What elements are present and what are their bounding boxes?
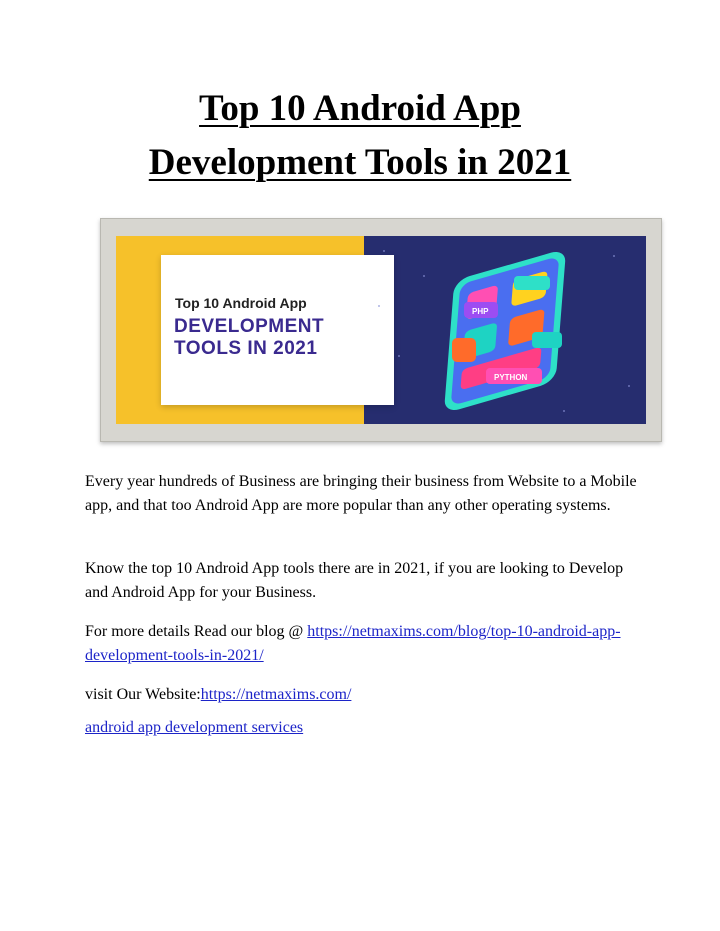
banner-image-frame xyxy=(100,218,662,442)
title-line-1: Top 10 Android App xyxy=(199,88,521,129)
page-title xyxy=(0,82,720,190)
paragraph-intro: Every year hundreds of Business are bringing their business from Website to a Mobile app, and that too Android App are more popular than any other operating systems. xyxy=(85,473,637,514)
banner-tag-python: PYTHON xyxy=(494,373,528,382)
phone-illustration xyxy=(364,236,646,424)
banner-line-3: TOOLS IN 2021 xyxy=(174,338,318,359)
banner-tag-php: PHP xyxy=(472,307,489,316)
paragraph-tools: Know the top 10 Android App tools there are in 2021, if you are looking to Develop and Android App for your Business. xyxy=(85,560,624,601)
blog-prefix: For more details Read our blog @ xyxy=(85,623,308,640)
banner-image xyxy=(116,236,646,424)
website-link[interactable]: https://netmaxims.com/ xyxy=(200,686,352,703)
blog-link[interactable]: https://netmaxims.com/blog/top-10-android-app-development-tools-in-2021/ xyxy=(85,623,621,664)
banner-line-1: Top 10 Android App xyxy=(175,295,307,311)
website-prefix: visit Our Website: xyxy=(85,686,201,703)
banner-line-2: DEVELOPMENT xyxy=(174,316,325,337)
paragraph-website xyxy=(85,683,645,707)
paragraph-services xyxy=(85,716,645,740)
title-line-2: Development Tools in 2021 xyxy=(148,142,572,183)
paragraph-blog xyxy=(85,620,645,668)
services-link[interactable]: android app development services xyxy=(85,719,304,736)
banner-title-card xyxy=(161,255,394,405)
